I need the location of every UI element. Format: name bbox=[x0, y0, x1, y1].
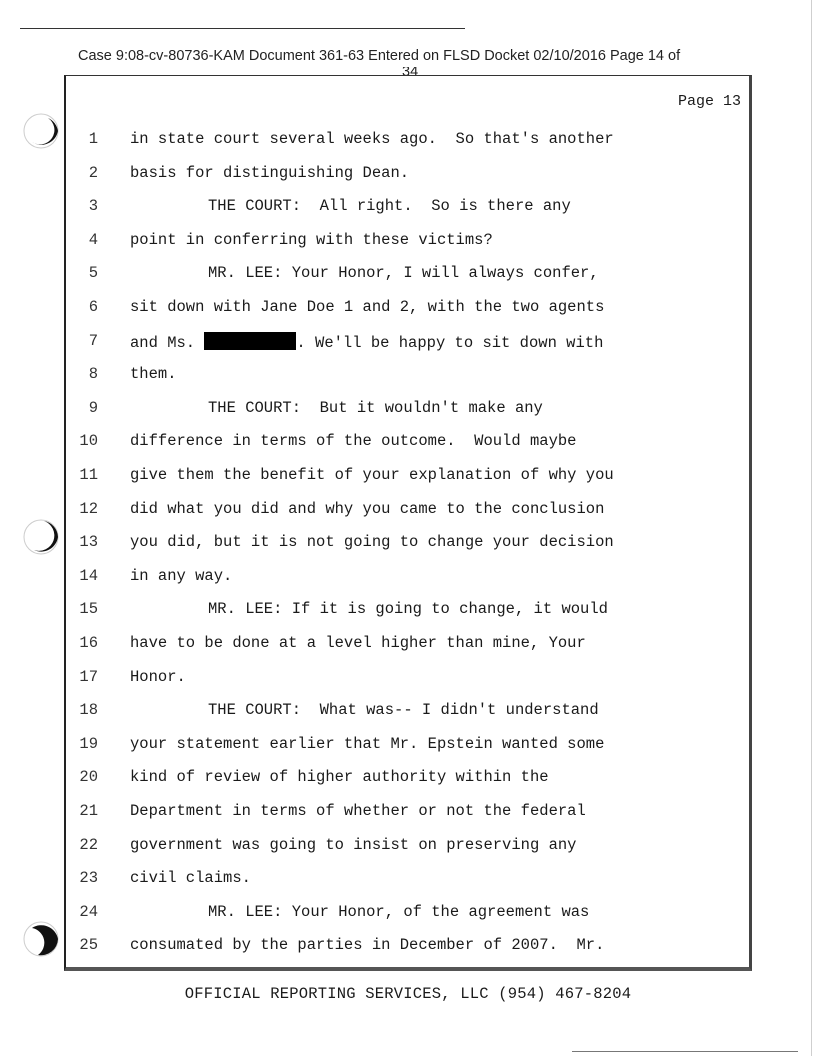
line-text bbox=[208, 600, 608, 618]
line-text-content: government was going to insist on preserving any bbox=[130, 835, 577, 854]
line-text bbox=[208, 701, 599, 719]
line-number: 3 bbox=[88, 197, 98, 216]
punch-hole-middle bbox=[22, 518, 60, 556]
line-text-content: MR. LEE: Your Honor, I will always confer, bbox=[208, 264, 599, 283]
line-text bbox=[130, 634, 586, 652]
line-number: 15 bbox=[79, 600, 98, 619]
redaction-box bbox=[204, 332, 296, 350]
line-text-content: you did, but it is not going to change your decision bbox=[130, 533, 614, 552]
line-number: 1 bbox=[88, 130, 98, 148]
line-number: 21 bbox=[79, 802, 98, 820]
line-text bbox=[208, 903, 589, 921]
line-text bbox=[130, 936, 604, 954]
line-text-content: sit down with Jane Doe 1 and 2, with the two agents bbox=[130, 298, 605, 316]
line-text-content: civil claims. bbox=[130, 869, 251, 888]
line-text-content: Department in terms of whether or not the federal bbox=[130, 802, 586, 820]
line-text bbox=[130, 164, 409, 182]
line-text-content: did what you did and why you came to the conclusion bbox=[130, 499, 605, 518]
line-text-after-redaction: . We'll be happy to sit down with bbox=[296, 333, 604, 352]
line-number: 5 bbox=[88, 264, 98, 283]
line-text-content: THE COURT: All right. So is there any bbox=[208, 197, 571, 216]
line-text-content: in state court several weeks ago. So that's another bbox=[130, 130, 614, 148]
line-text-content: them. bbox=[130, 365, 177, 384]
line-text bbox=[130, 365, 177, 383]
line-text bbox=[130, 869, 251, 887]
line-text-content: basis for distinguishing Dean. bbox=[130, 163, 410, 182]
case-header-wrap: 34 bbox=[402, 67, 419, 76]
line-text bbox=[130, 298, 604, 316]
line-number: 14 bbox=[79, 566, 98, 585]
line-text-content: THE COURT: What was-- I didn't understand bbox=[208, 701, 599, 720]
line-number: 2 bbox=[88, 163, 98, 182]
line-number: 25 bbox=[79, 936, 98, 955]
line-text bbox=[208, 197, 571, 215]
line-text bbox=[208, 399, 543, 417]
line-text-content: your statement earlier that Mr. Epstein wanted some bbox=[130, 734, 605, 753]
top-rule bbox=[20, 28, 465, 29]
line-number: 12 bbox=[79, 499, 98, 518]
line-number: 23 bbox=[79, 869, 98, 888]
line-number: 20 bbox=[79, 768, 98, 787]
line-text bbox=[130, 768, 549, 786]
line-text bbox=[130, 567, 232, 585]
line-text bbox=[130, 533, 614, 551]
line-text-content: in any way. bbox=[130, 566, 233, 585]
line-number: 19 bbox=[79, 734, 98, 753]
line-text bbox=[130, 332, 603, 352]
line-text bbox=[130, 735, 604, 753]
line-number: 4 bbox=[88, 230, 98, 249]
line-text bbox=[130, 668, 186, 686]
line-text-content: MR. LEE: Your Honor, of the agreement was bbox=[208, 902, 590, 921]
line-text bbox=[130, 836, 576, 854]
line-text bbox=[130, 231, 493, 249]
line-text-content: give them the benefit of your explanation of why you bbox=[130, 466, 614, 484]
right-page-edge bbox=[811, 0, 812, 1056]
footer-reporter: OFFICIAL REPORTING SERVICES, LLC (954) 467-8204 bbox=[184, 985, 632, 1003]
line-number: 22 bbox=[79, 835, 98, 854]
punch-hole-bottom bbox=[22, 920, 60, 958]
page-label: Page 13 bbox=[677, 93, 741, 110]
case-header: Case 9:08-cv-80736-KAM Document 361-63 Entered on FLSD Docket 02/10/2016 Page 14 of bbox=[78, 48, 681, 64]
line-text bbox=[208, 264, 599, 282]
line-text-content: kind of review of higher authority within the bbox=[130, 768, 549, 787]
bottom-rule bbox=[572, 1051, 798, 1052]
line-text-content: and Ms. bbox=[130, 333, 205, 352]
line-text-content: point in conferring with these victims? bbox=[130, 230, 493, 249]
line-text bbox=[130, 466, 614, 484]
line-number: 10 bbox=[79, 432, 98, 451]
line-number: 17 bbox=[79, 667, 98, 686]
line-number: 24 bbox=[79, 902, 98, 921]
line-text-content: have to be done at a level higher than mine, Your bbox=[130, 634, 586, 652]
line-text-content: MR. LEE: If it is going to change, it would bbox=[208, 600, 608, 619]
line-text bbox=[130, 802, 586, 820]
line-number: 9 bbox=[88, 398, 98, 417]
line-text bbox=[130, 500, 604, 518]
line-number: 11 bbox=[79, 466, 98, 484]
line-number: 16 bbox=[79, 634, 98, 652]
line-number: 6 bbox=[88, 298, 98, 316]
line-text bbox=[130, 130, 614, 148]
line-number: 13 bbox=[79, 533, 98, 552]
line-number: 8 bbox=[88, 365, 98, 384]
line-text-content: THE COURT: But it wouldn't make any bbox=[208, 398, 543, 417]
punch-hole-top bbox=[22, 112, 60, 150]
line-number: 7 bbox=[88, 331, 98, 350]
line-number: 18 bbox=[79, 701, 98, 720]
line-text-content: difference in terms of the outcome. Would maybe bbox=[130, 432, 577, 451]
transcript-frame bbox=[64, 75, 752, 971]
line-text-content: consumated by the parties in December of 2007. Mr. bbox=[130, 936, 605, 955]
line-text-content: Honor. bbox=[130, 667, 186, 686]
line-text bbox=[130, 432, 576, 450]
